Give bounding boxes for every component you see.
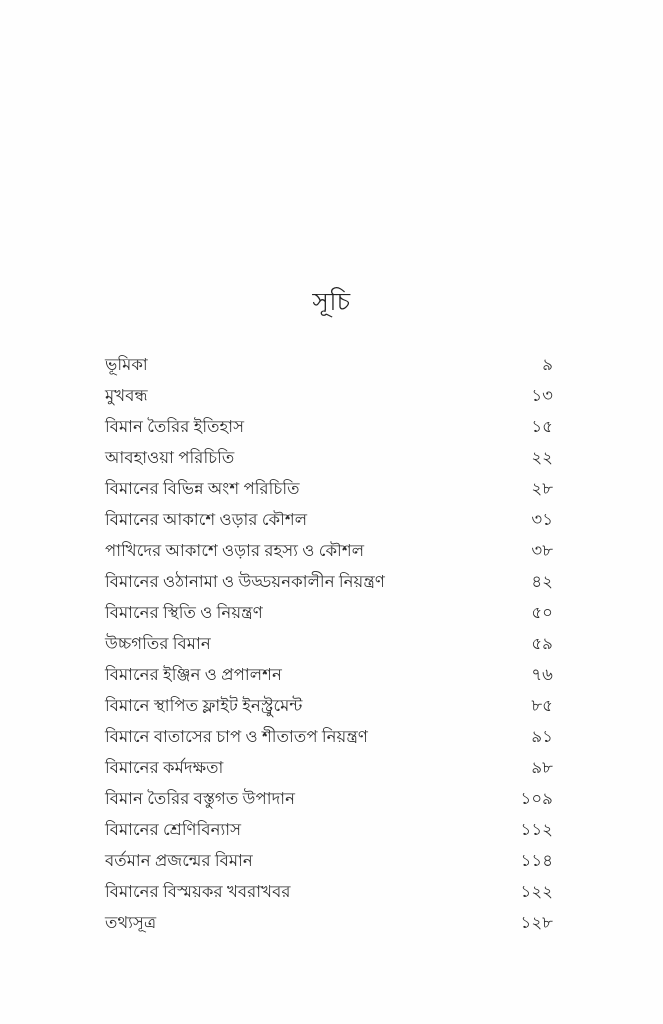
table-of-contents-list (105, 349, 553, 938)
toc-entry-title: বিমানের স্থিতি ও নিয়ন্ত্রণ (105, 603, 263, 622)
page-title: সূচি (312, 289, 351, 316)
toc-entry-page-number: ১২৮ (520, 913, 553, 932)
toc-entry-page-number: ১৩ (531, 386, 553, 405)
toc-entry-row[interactable] (105, 876, 553, 907)
toc-entry-title: বিমানের কর্মদক্ষতা (105, 758, 224, 777)
toc-entry-page-number: ৯ (542, 355, 553, 374)
toc-entry-title: ভূমিকা (105, 355, 148, 374)
toc-entry-title: আবহাওয়া পরিচিতি (105, 448, 235, 467)
toc-entry-title: বিমানের ওঠানামা ও উড্ডয়নকালীন নিয়ন্ত্রণ (105, 572, 386, 591)
toc-entry-title: পাখিদের আকাশে ওড়ার রহস্য ও কৌশল (105, 541, 365, 560)
toc-entry-title: বর্তমান প্রজন্মের বিমান (105, 851, 253, 870)
toc-entry-title: তথ্যসূত্র (105, 913, 157, 932)
toc-entry-row[interactable] (105, 628, 553, 659)
toc-entry-title: বিমান তৈরির ইতিহাস (105, 417, 245, 436)
toc-entry-title: বিমান তৈরির বস্তুগত উপাদান (105, 789, 296, 808)
toc-entry-row[interactable] (105, 380, 553, 411)
toc-entry-row[interactable] (105, 597, 553, 628)
toc-entry-title: বিমানে বাতাসের চাপ ও শীতাতপ নিয়ন্ত্রণ (105, 727, 368, 746)
toc-entry-title: বিমানের বিস্ময়কর খবরাখবর (105, 882, 291, 901)
toc-entry-page-number: ৭৬ (531, 665, 553, 684)
toc-entry-title: উচ্চগতির বিমান (105, 634, 211, 653)
toc-entry-page-number: ৩১ (531, 510, 553, 529)
toc-entry-page-number: ৯৮ (531, 758, 553, 777)
toc-entry-title: বিমানে স্থাপিত ফ্লাইট ইনস্ট্রুমেন্ট (105, 696, 303, 715)
toc-entry-page-number: ৮৫ (531, 696, 553, 715)
toc-entry-row[interactable] (105, 752, 553, 783)
toc-entry-title: বিমানের আকাশে ওড়ার কৌশল (105, 510, 308, 529)
toc-entry-title: বিমানের শ্রেণিবিন্যাস (105, 820, 242, 839)
toc-entry-page-number: ১৫ (531, 417, 553, 436)
toc-entry-page-number: ৩৮ (531, 541, 553, 560)
toc-entry-row[interactable] (105, 504, 553, 535)
toc-entry-page-number: ২৮ (531, 479, 553, 498)
toc-entry-row[interactable] (105, 721, 553, 752)
toc-entry-page-number: ১১২ (520, 820, 553, 839)
toc-entry-page-number: ৫৯ (531, 634, 553, 653)
toc-entry-row[interactable] (105, 907, 553, 938)
toc-entry-row[interactable] (105, 566, 553, 597)
toc-entry-title: বিমানের ইঞ্জিন ও প্রপালশন (105, 665, 282, 684)
toc-entry-row[interactable] (105, 349, 553, 380)
toc-entry-page-number: ৪২ (531, 572, 553, 591)
toc-entry-page-number: ১১৪ (520, 851, 553, 870)
toc-entry-page-number: ১০৯ (520, 789, 553, 808)
toc-entry-row[interactable] (105, 442, 553, 473)
toc-entry-row[interactable] (105, 535, 553, 566)
toc-entry-row[interactable] (105, 845, 553, 876)
toc-entry-row[interactable] (105, 659, 553, 690)
toc-entry-row[interactable] (105, 814, 553, 845)
toc-entry-page-number: ৫০ (531, 603, 553, 622)
toc-entry-title: মুখবন্ধ (105, 386, 148, 405)
toc-entry-page-number: ৯১ (531, 727, 553, 746)
toc-entry-row[interactable] (105, 473, 553, 504)
toc-entry-page-number: ২২ (531, 448, 553, 467)
toc-entry-row[interactable] (105, 783, 553, 814)
toc-entry-row[interactable] (105, 411, 553, 442)
toc-entry-row[interactable] (105, 690, 553, 721)
toc-entry-page-number: ১২২ (520, 882, 553, 901)
toc-entry-title: বিমানের বিভিন্ন অংশ পরিচিতি (105, 479, 300, 498)
